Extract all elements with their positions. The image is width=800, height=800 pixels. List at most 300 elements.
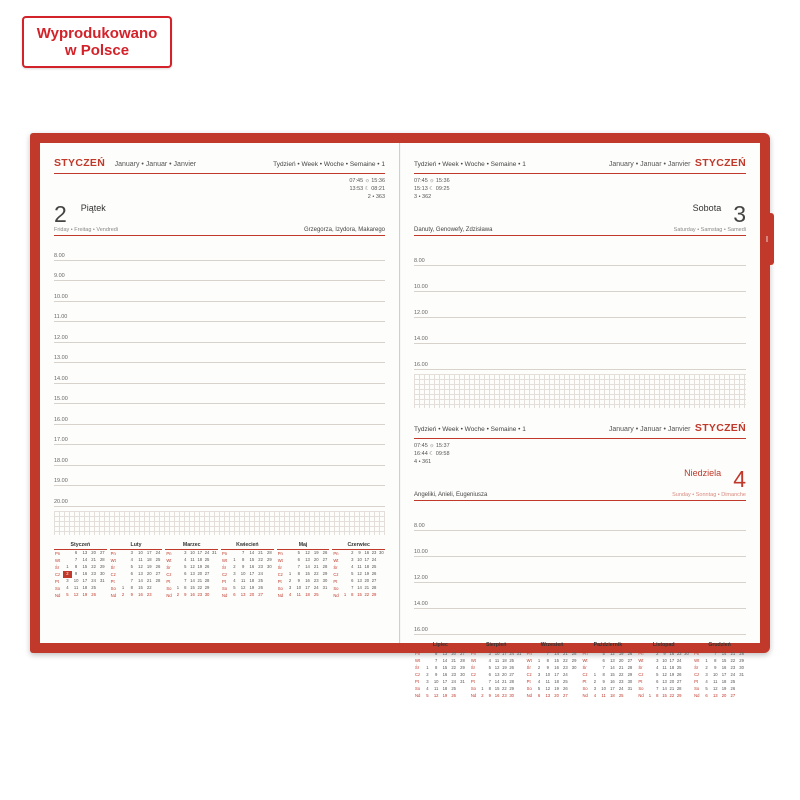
calendar-day[interactable]: 14 — [138, 578, 143, 584]
calendar-day[interactable]: 22 — [669, 692, 675, 698]
calendar-day[interactable] — [458, 692, 467, 699]
calendar-day[interactable]: 23 — [313, 578, 319, 584]
calendar-day[interactable]: 7 — [546, 650, 549, 656]
calendar-day[interactable] — [646, 664, 653, 671]
calendar-day[interactable]: 8 — [74, 564, 78, 570]
calendar-day[interactable]: 22 — [91, 564, 96, 570]
calendar-day[interactable]: 18 — [249, 578, 255, 584]
calendar-day[interactable]: 31 — [322, 585, 328, 591]
calendar-day[interactable]: 4 — [184, 557, 187, 563]
calendar-day[interactable]: 14 — [554, 650, 559, 656]
calendar-day[interactable]: 28 — [509, 678, 514, 684]
calendar-day[interactable] — [341, 550, 348, 557]
calendar-day[interactable]: 31 — [627, 685, 633, 691]
calendar-day[interactable]: 17 — [197, 550, 203, 556]
calendar-day[interactable]: 29 — [371, 592, 377, 598]
calendar-day[interactable]: 29 — [627, 671, 633, 677]
calendar-day[interactable]: 6 — [74, 550, 78, 556]
calendar-day[interactable]: 28 — [99, 557, 105, 563]
calendar-day[interactable] — [286, 557, 295, 564]
calendar-day[interactable]: 10 — [601, 685, 606, 691]
hour-row[interactable] — [54, 302, 385, 323]
calendar-day[interactable]: 11 — [138, 557, 143, 563]
calendar-day[interactable]: 5 — [705, 685, 708, 691]
calendar-day[interactable] — [515, 657, 522, 664]
calendar-day[interactable]: 17 — [146, 550, 152, 556]
calendar-day[interactable]: 13 — [494, 671, 500, 677]
calendar-day[interactable]: 25 — [204, 557, 210, 563]
hour-row[interactable] — [54, 281, 385, 302]
calendar-day[interactable]: 22 — [197, 585, 203, 591]
calendar-day[interactable]: 20 — [313, 557, 319, 563]
calendar-day[interactable]: 30 — [266, 564, 272, 570]
calendar-day[interactable]: 7 — [184, 578, 187, 584]
calendar-day[interactable]: 27 — [258, 592, 263, 598]
calendar-day[interactable] — [119, 571, 128, 578]
calendar-day[interactable]: 2 — [63, 571, 72, 578]
calendar-day[interactable]: 3 — [656, 657, 659, 663]
calendar-day[interactable]: 23 — [451, 671, 457, 677]
calendar-day[interactable]: 26 — [563, 685, 568, 691]
calendar-day[interactable]: 9 — [434, 671, 438, 677]
calendar-day[interactable]: 23 — [146, 592, 152, 598]
calendar-day[interactable]: 29 — [204, 585, 210, 591]
calendar-day[interactable]: 10 — [545, 671, 551, 677]
calendar-day[interactable]: 25 — [155, 557, 161, 563]
calendar-day[interactable]: 23 — [502, 692, 507, 698]
calendar-day[interactable]: 7 — [297, 564, 300, 570]
calendar-day[interactable]: 2 — [593, 678, 597, 684]
calendar-day[interactable]: 21 — [258, 550, 263, 556]
calendar-day[interactable]: 26 — [322, 550, 328, 556]
calendar-day[interactable]: 26 — [730, 685, 736, 691]
calendar-day[interactable]: 19 — [197, 564, 203, 570]
calendar-day[interactable]: 16 — [442, 671, 448, 677]
calendar-day[interactable]: 14 — [82, 557, 88, 563]
calendar-day[interactable]: 6 — [184, 571, 187, 577]
calendar-day[interactable] — [626, 692, 635, 699]
hour-row[interactable] — [414, 292, 746, 318]
hour-row[interactable] — [414, 344, 746, 370]
calendar-day[interactable]: 13 — [190, 571, 195, 577]
calendar-day[interactable]: 10 — [138, 550, 143, 556]
calendar-day[interactable]: 5 — [602, 650, 605, 656]
calendar-day[interactable]: 28 — [371, 585, 377, 591]
calendar-day[interactable]: 21 — [91, 557, 96, 563]
calendar-day[interactable]: 8 — [714, 657, 717, 663]
calendar-day[interactable] — [479, 657, 486, 664]
calendar-day[interactable] — [119, 578, 128, 585]
calendar-day[interactable]: 12 — [545, 685, 551, 691]
calendar-day[interactable]: 9 — [74, 571, 78, 577]
calendar-day[interactable] — [341, 564, 348, 571]
calendar-day[interactable]: 9 — [297, 578, 300, 584]
calendar-day[interactable]: 18 — [669, 664, 675, 670]
calendar-day[interactable]: 15 — [610, 671, 615, 677]
calendar-day[interactable]: 2 — [121, 592, 125, 598]
calendar-day[interactable]: 20 — [721, 692, 727, 698]
calendar-day[interactable]: 28 — [204, 578, 210, 584]
calendar-day[interactable] — [211, 564, 218, 571]
calendar-day[interactable]: 4 — [537, 678, 541, 684]
calendar-day[interactable]: 25 — [618, 692, 624, 698]
calendar-day[interactable]: 22 — [502, 685, 507, 691]
calendar-day[interactable]: 30 — [739, 664, 744, 670]
calendar-day[interactable]: 4 — [233, 578, 236, 584]
calendar-day[interactable]: 26 — [371, 571, 377, 577]
calendar-day[interactable]: 4 — [66, 585, 69, 591]
calendar-day[interactable]: 23 — [91, 571, 96, 577]
hour-row[interactable] — [54, 425, 385, 446]
calendar-day[interactable] — [321, 592, 330, 599]
calendar-day[interactable]: 9 — [714, 664, 717, 670]
calendar-day[interactable]: 12 — [305, 550, 310, 556]
calendar-day[interactable]: 10 — [190, 550, 195, 556]
calendar-day[interactable] — [646, 671, 653, 678]
calendar-day[interactable]: 28 — [460, 657, 465, 663]
calendar-day[interactable]: 15 — [662, 692, 667, 698]
calendar-day[interactable]: 10 — [73, 578, 79, 584]
calendar-day[interactable]: 13 — [138, 571, 143, 577]
calendar-day[interactable]: 23 — [618, 678, 624, 684]
calendar-day[interactable]: 19 — [146, 564, 152, 570]
calendar-day[interactable]: 24 — [204, 550, 210, 556]
calendar-day[interactable]: 15 — [721, 657, 727, 663]
calendar-day[interactable]: 12 — [357, 571, 362, 577]
calendar-day[interactable] — [378, 557, 385, 564]
calendar-day[interactable]: 8 — [351, 592, 354, 598]
calendar-day[interactable]: 1 — [288, 571, 292, 577]
calendar-day[interactable]: 13 — [82, 550, 88, 556]
calendar-day[interactable] — [63, 557, 72, 564]
calendar-day[interactable]: 16 — [669, 650, 675, 656]
calendar-day[interactable] — [683, 664, 690, 671]
calendar-day[interactable] — [63, 550, 72, 557]
calendar-day[interactable]: 12 — [494, 664, 500, 670]
calendar-day[interactable]: 17 — [721, 671, 727, 677]
calendar-day[interactable]: 14 — [357, 585, 362, 591]
calendar-day[interactable]: 14 — [249, 550, 255, 556]
hour-row[interactable] — [414, 531, 746, 557]
calendar-day[interactable]: 12 — [433, 692, 439, 698]
calendar-day[interactable]: 17 — [442, 678, 448, 684]
hour-row[interactable] — [54, 445, 385, 466]
calendar-day[interactable]: 27 — [460, 650, 465, 656]
calendar-day[interactable] — [265, 592, 274, 599]
calendar-day[interactable]: 25 — [313, 592, 319, 598]
calendar-day[interactable]: 28 — [739, 650, 744, 656]
calendar-day[interactable]: 22 — [618, 671, 624, 677]
calendar-day[interactable] — [737, 692, 746, 699]
hour-row[interactable] — [414, 266, 746, 292]
calendar-day[interactable]: 12 — [73, 592, 79, 598]
calendar-day[interactable]: 10 — [433, 678, 439, 684]
calendar-day[interactable] — [211, 578, 218, 585]
calendar-day[interactable]: 5 — [488, 664, 491, 670]
hour-row[interactable] — [54, 404, 385, 425]
calendar-day[interactable]: 18 — [82, 585, 88, 591]
calendar-day[interactable]: 17 — [610, 685, 615, 691]
calendar-day[interactable]: 7 — [602, 664, 605, 670]
calendar-day[interactable]: 28 — [627, 664, 633, 670]
calendar-day[interactable]: 25 — [371, 564, 377, 570]
calendar-day[interactable]: 11 — [713, 678, 718, 684]
calendar-day[interactable] — [174, 550, 181, 557]
calendar-day[interactable]: 29 — [739, 657, 744, 663]
calendar-day[interactable]: 3 — [184, 550, 187, 556]
calendar-day[interactable]: 3 — [488, 650, 491, 656]
calendar-day[interactable]: 30 — [627, 678, 633, 684]
calendar-day[interactable]: 26 — [451, 692, 457, 698]
calendar-day[interactable]: 30 — [460, 671, 465, 677]
calendar-day[interactable]: 2 — [351, 550, 354, 556]
calendar-day[interactable]: 13 — [305, 557, 310, 563]
calendar-day[interactable]: 17 — [554, 671, 559, 677]
calendar-day[interactable]: 31 — [739, 671, 744, 677]
calendar-day[interactable]: 26 — [676, 671, 682, 677]
calendar-day[interactable] — [683, 671, 690, 678]
hour-row[interactable] — [414, 609, 746, 635]
calendar-day[interactable]: 3 — [66, 578, 69, 584]
calendar-day[interactable]: 16 — [610, 678, 615, 684]
calendar-day[interactable]: 25 — [563, 678, 568, 684]
calendar-day[interactable]: 19 — [669, 671, 675, 677]
calendar-day[interactable]: 26 — [91, 592, 96, 598]
calendar-day[interactable]: 9 — [488, 692, 491, 698]
calendar-day[interactable]: 6 — [705, 692, 708, 698]
calendar-day[interactable]: 12 — [610, 650, 615, 656]
calendar-day[interactable]: 20 — [451, 650, 457, 656]
calendar-day[interactable]: 26 — [258, 585, 263, 591]
calendar-day[interactable]: 22 — [563, 657, 568, 663]
calendar-day[interactable]: 2 — [426, 671, 429, 677]
calendar-day[interactable]: 2 — [233, 564, 236, 570]
calendar-day[interactable]: 19 — [313, 550, 319, 556]
calendar-day[interactable]: 30 — [379, 550, 384, 556]
calendar-day[interactable]: 8 — [130, 585, 133, 591]
calendar-day[interactable]: 18 — [554, 678, 559, 684]
calendar-day[interactable]: 23 — [676, 650, 682, 656]
calendar-day[interactable]: 8 — [241, 557, 245, 563]
calendar-day[interactable]: 1 — [705, 657, 708, 663]
calendar-day[interactable] — [211, 585, 218, 592]
calendar-day[interactable]: 5 — [297, 550, 300, 556]
calendar-day[interactable]: 8 — [488, 685, 491, 691]
calendar-day[interactable]: 1 — [233, 557, 236, 563]
calendar-day[interactable] — [646, 685, 653, 692]
calendar-day[interactable]: 16 — [554, 664, 559, 670]
calendar-day[interactable]: 11 — [494, 657, 500, 663]
calendar-day[interactable]: 1 — [593, 671, 597, 677]
calendar-day[interactable]: 24 — [155, 550, 161, 556]
calendar-day[interactable]: 12 — [240, 585, 246, 591]
calendar-day[interactable]: 4 — [288, 592, 292, 598]
calendar-day[interactable]: 9 — [130, 592, 133, 598]
calendar-day[interactable]: 28 — [155, 578, 161, 584]
calendar-day[interactable]: 5 — [656, 671, 659, 677]
calendar-day[interactable]: 23 — [563, 664, 568, 670]
calendar-day[interactable]: 29 — [571, 657, 577, 663]
calendar-day[interactable] — [265, 571, 274, 578]
calendar-day[interactable] — [458, 685, 467, 692]
calendar-day[interactable] — [265, 578, 274, 585]
calendar-day[interactable]: 20 — [91, 550, 96, 556]
calendar-day[interactable] — [119, 564, 128, 571]
calendar-day[interactable]: 8 — [602, 671, 605, 677]
calendar-day[interactable]: 12 — [712, 685, 718, 691]
hour-row[interactable] — [54, 384, 385, 405]
calendar-day[interactable] — [515, 678, 522, 685]
calendar-day[interactable]: 22 — [258, 557, 263, 563]
hour-row[interactable] — [414, 318, 746, 344]
calendar-day[interactable]: 13 — [357, 578, 362, 584]
calendar-day[interactable] — [211, 592, 218, 599]
calendar-day[interactable]: 11 — [240, 578, 246, 584]
calendar-day[interactable] — [378, 564, 385, 571]
calendar-day[interactable]: 15 — [82, 564, 88, 570]
calendar-day[interactable]: 12 — [662, 671, 667, 677]
calendar-day[interactable]: 18 — [305, 592, 310, 598]
calendar-day[interactable]: 12 — [138, 564, 143, 570]
calendar-day[interactable]: 10 — [296, 585, 302, 591]
calendar-day[interactable]: 1 — [66, 564, 69, 570]
calendar-day[interactable]: 2 — [537, 664, 541, 670]
calendar-day[interactable]: 22 — [451, 664, 457, 670]
calendar-day[interactable] — [683, 657, 690, 664]
calendar-day[interactable]: 25 — [258, 578, 263, 584]
calendar-day[interactable]: 21 — [669, 685, 675, 691]
calendar-day[interactable]: 22 — [364, 592, 370, 598]
calendar-day[interactable]: 24 — [371, 557, 377, 563]
calendar-day[interactable]: 24 — [509, 650, 514, 656]
calendar-day[interactable]: 2 — [288, 578, 292, 584]
hour-row[interactable] — [54, 240, 385, 261]
calendar-day[interactable] — [378, 571, 385, 578]
calendar-day[interactable]: 5 — [66, 592, 69, 598]
calendar-day[interactable] — [535, 650, 544, 657]
calendar-day[interactable]: 13 — [545, 692, 551, 698]
calendar-day[interactable]: 9 — [241, 564, 245, 570]
calendar-day[interactable]: 29 — [99, 564, 105, 570]
calendar-day[interactable] — [515, 692, 522, 699]
calendar-day[interactable]: 24 — [730, 671, 736, 677]
calendar-day[interactable] — [590, 664, 599, 671]
calendar-day[interactable]: 27 — [730, 692, 736, 698]
calendar-day[interactable]: 7 — [656, 685, 659, 691]
calendar-day[interactable]: 8 — [434, 664, 438, 670]
calendar-day[interactable]: 3 — [426, 678, 429, 684]
calendar-day[interactable]: 14 — [662, 685, 667, 691]
calendar-day[interactable]: 31 — [212, 550, 217, 556]
calendar-day[interactable] — [174, 571, 181, 578]
calendar-day[interactable]: 21 — [313, 564, 319, 570]
calendar-day[interactable]: 13 — [442, 650, 448, 656]
calendar-day[interactable]: 11 — [357, 564, 362, 570]
calendar-day[interactable]: 1 — [537, 657, 541, 663]
calendar-day[interactable]: 24 — [563, 671, 568, 677]
calendar-day[interactable]: 27 — [627, 657, 633, 663]
calendar-day[interactable]: 21 — [451, 657, 457, 663]
calendar-day[interactable]: 18 — [721, 678, 727, 684]
calendar-day[interactable] — [423, 657, 432, 664]
calendar-day[interactable]: 7 — [488, 678, 491, 684]
calendar-day[interactable] — [174, 557, 181, 564]
month-tab-january[interactable] — [760, 213, 774, 265]
calendar-day[interactable]: 14 — [305, 564, 310, 570]
calendar-day[interactable]: 8 — [656, 692, 659, 698]
calendar-day[interactable]: 27 — [563, 692, 568, 698]
calendar-day[interactable] — [286, 564, 295, 571]
calendar-day[interactable]: 19 — [364, 571, 370, 577]
calendar-day[interactable]: 1 — [481, 685, 484, 691]
calendar-day[interactable] — [341, 578, 348, 585]
calendar-day[interactable]: 31 — [99, 578, 105, 584]
calendar-day[interactable]: 21 — [146, 578, 152, 584]
calendar-day[interactable] — [479, 671, 486, 678]
calendar-day[interactable]: 30 — [684, 650, 689, 656]
calendar-day[interactable]: 26 — [509, 664, 514, 670]
calendar-day[interactable]: 20 — [364, 578, 370, 584]
calendar-day[interactable]: 23 — [258, 564, 263, 570]
calendar-day[interactable]: 23 — [371, 550, 377, 556]
calendar-day[interactable]: 16 — [190, 592, 195, 598]
calendar-day[interactable]: 8 — [297, 571, 300, 577]
calendar-day[interactable]: 7 — [351, 585, 354, 591]
calendar-day[interactable]: 25 — [91, 585, 96, 591]
calendar-day[interactable]: 9 — [602, 678, 605, 684]
calendar-day[interactable]: 18 — [364, 564, 370, 570]
calendar-day[interactable]: 6 — [537, 692, 541, 698]
calendar-day[interactable]: 4 — [656, 664, 659, 670]
calendar-day[interactable]: 1 — [343, 592, 347, 598]
calendar-day[interactable]: 9 — [358, 550, 361, 556]
calendar-day[interactable] — [119, 550, 128, 557]
calendar-day[interactable]: 17 — [82, 578, 88, 584]
calendar-day[interactable]: 29 — [266, 557, 272, 563]
calendar-day[interactable] — [515, 671, 522, 678]
calendar-day[interactable] — [98, 592, 107, 599]
calendar-day[interactable]: 16 — [305, 578, 310, 584]
calendar-day[interactable]: 18 — [197, 557, 203, 563]
calendar-day[interactable]: 18 — [610, 692, 615, 698]
calendar-day[interactable]: 20 — [669, 678, 675, 684]
calendar-day[interactable]: 26 — [155, 564, 161, 570]
calendar-day[interactable] — [570, 685, 579, 692]
calendar-day[interactable]: 27 — [155, 571, 161, 577]
calendar-day[interactable]: 19 — [618, 650, 624, 656]
calendar-day[interactable]: 7 — [241, 550, 245, 556]
calendar-day[interactable] — [119, 557, 128, 564]
calendar-day[interactable]: 20 — [197, 571, 203, 577]
calendar-day[interactable]: 11 — [545, 678, 550, 684]
calendar-day[interactable]: 21 — [563, 650, 568, 656]
calendar-day[interactable]: 24 — [618, 685, 624, 691]
calendar-day[interactable]: 16 — [82, 571, 88, 577]
calendar-day[interactable] — [211, 557, 218, 564]
calendar-day[interactable]: 16 — [138, 592, 143, 598]
calendar-day[interactable]: 6 — [130, 571, 133, 577]
calendar-day[interactable]: 22 — [730, 657, 736, 663]
calendar-day[interactable]: 27 — [509, 671, 514, 677]
calendar-day[interactable]: 16 — [721, 664, 727, 670]
calendar-day[interactable]: 15 — [305, 571, 310, 577]
calendar-day[interactable]: 27 — [99, 550, 105, 556]
calendar-day[interactable]: 12 — [190, 564, 195, 570]
calendar-day[interactable]: 19 — [502, 664, 507, 670]
calendar-day[interactable]: 13 — [610, 657, 615, 663]
calendar-day[interactable] — [341, 585, 348, 592]
calendar-day[interactable]: 23 — [197, 592, 203, 598]
